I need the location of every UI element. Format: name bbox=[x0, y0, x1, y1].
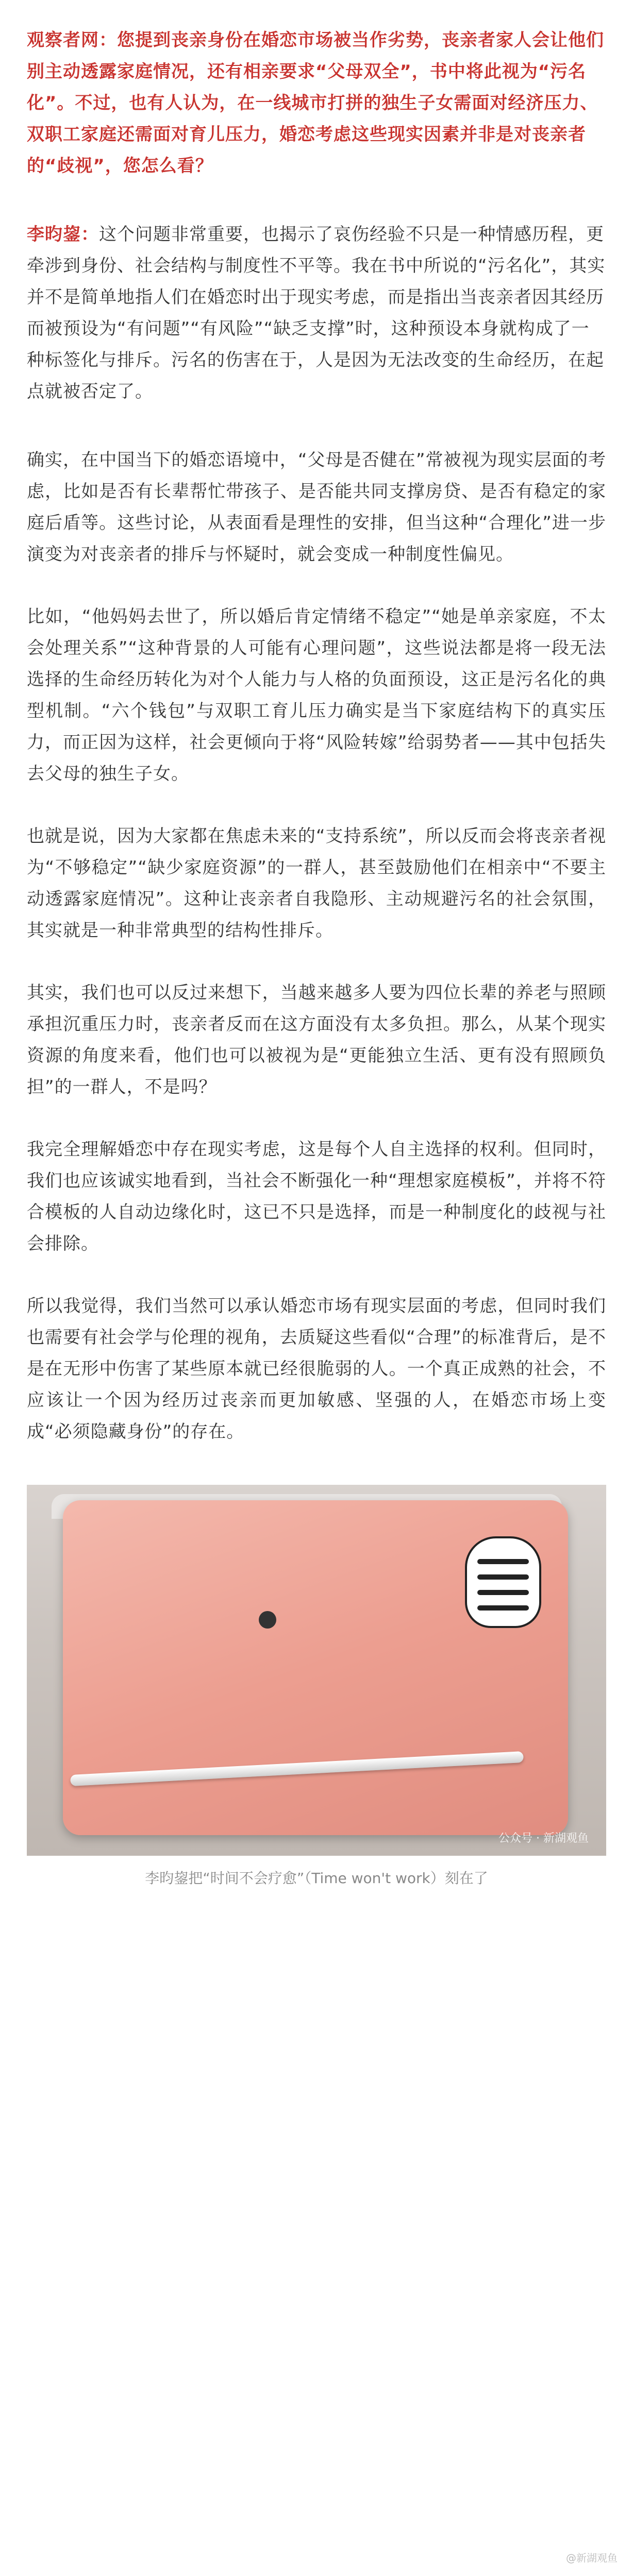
paragraph-3: 也就是说，因为大家都在焦虑未来的“支持系统”，所以反而会将丧亲者视为“不够稳定”“缺少家庭资源”的一群人，甚至鼓励他们在相亲中“不要主动透露家庭情况”。这种让丧亲者自我隐形、主动规避污名的社会氛围，其实就是一种非常典型的结构性排斥。 bbox=[27, 826, 606, 941]
small-sticker bbox=[259, 1611, 276, 1629]
question-text bbox=[27, 25, 606, 182]
photo-watermark: 公众号 · 新湖观鱼 bbox=[498, 1832, 589, 1845]
question-body: 您提到丧亲身份在婚恋市场被当作劣势，丧亲者家人会让他们别主动透露家庭情况，还有相亲要求“父母双全”，书中将此视为“污名化”。不过，也有人认为，在一线城市打拼的独生子女需面对经济压力、双职工家庭还需面对育儿压力，婚恋考虑这些现实因素并非是对丧亲者的“歧视”，您怎么看？ bbox=[27, 30, 604, 176]
answer-speaker: 李昀鋆： bbox=[27, 224, 99, 245]
answer-lead bbox=[27, 219, 606, 408]
qa-block bbox=[27, 25, 606, 408]
answer-lead-text: 这个问题非常重要，也揭示了哀伤经验不只是一种情感历程，更牵涉到身份、社会结构与制度性不平等。我在书中所说的“污名化”，其实并不是简单地指人们在婚恋时出于现实考虑，而是指出当丧亲者因其经历而被预设为“有问题”“有风险”“缺乏支撑”时，这种预设本身就构成了一种标签化与排斥。污名的伤害在于，人是因为无法改变的生命经历，在起点就被否定了。 bbox=[27, 224, 606, 402]
question-prefix: 观察者网： bbox=[27, 30, 117, 50]
zebra-sticker-icon bbox=[465, 1536, 541, 1628]
paragraph-5: 我完全理解婚恋中存在现实考虑，这是每个人自主选择的权利。但同时，我们也应该诚实地看到，当社会不断强化一种“理想家庭模板”，并将不符合模板的人自动边缘化时，这已不只是选择，而是一种制度化的歧视与社会排除。 bbox=[27, 1139, 606, 1254]
paragraph-1: 确实，在中国当下的婚恋语境中，“父母是否健在”常被视为现实层面的考虑，比如是否有长辈帮忙带孩子、是否能共同支撑房贷、是否有稳定的家庭后盾等。这些讨论，从表面看是理性的安排，但当这种“合理化”进一步演变为对丧亲者的排斥与怀疑时，就会变成一种制度性偏见。 bbox=[27, 450, 606, 565]
photo-caption: 李昀鋆把“时间不会疗愈”（Time won't work）刻在了 bbox=[145, 1870, 488, 1887]
photo-figure bbox=[27, 1485, 606, 1889]
tablet-photo bbox=[27, 1485, 606, 1856]
paragraph-6: 所以我觉得，我们当然可以承认婚恋市场有现实层面的考虑，但同时我们也需要有社会学与伦理的视角，去质疑这些看似“合理”的标准背后，是不是在无形中伤害了某些原本就已经很脆弱的人。一个真正成熟的社会，不应该让一个因为经历过丧亲而更加敏感、坚强的人，在婚恋市场上变成“必须隐藏身份”的存在。 bbox=[27, 1296, 606, 1442]
corner-watermark: @新湖观鱼 bbox=[566, 2552, 618, 2564]
paragraph-4: 其实，我们也可以反过来想下，当越来越多人要为四位长辈的养老与照顾承担沉重压力时，丧亲者反而在这方面没有太多负担。那么，从某个现实资源的角度来看，他们也可以被视为是“更能独立生活、更有没有照顾负担”的一群人，不是吗？ bbox=[27, 982, 606, 1097]
paragraph-2: 比如，“他妈妈去世了，所以婚后肯定情绪不稳定”“她是单亲家庭，不太会处理关系”“这种背景的人可能有心理问题”，这些说法都是将一段无法选择的生命经历转化为对个人能力与人格的负面预设，这正是污名化的典型机制。“六个钱包”与双职工育儿压力确实是当下家庭结构下的真实压力，而正因为这样，社会更倾向于将“风险转嫁”给弱势者——其中包括失去父母的独生子女。 bbox=[27, 606, 606, 784]
